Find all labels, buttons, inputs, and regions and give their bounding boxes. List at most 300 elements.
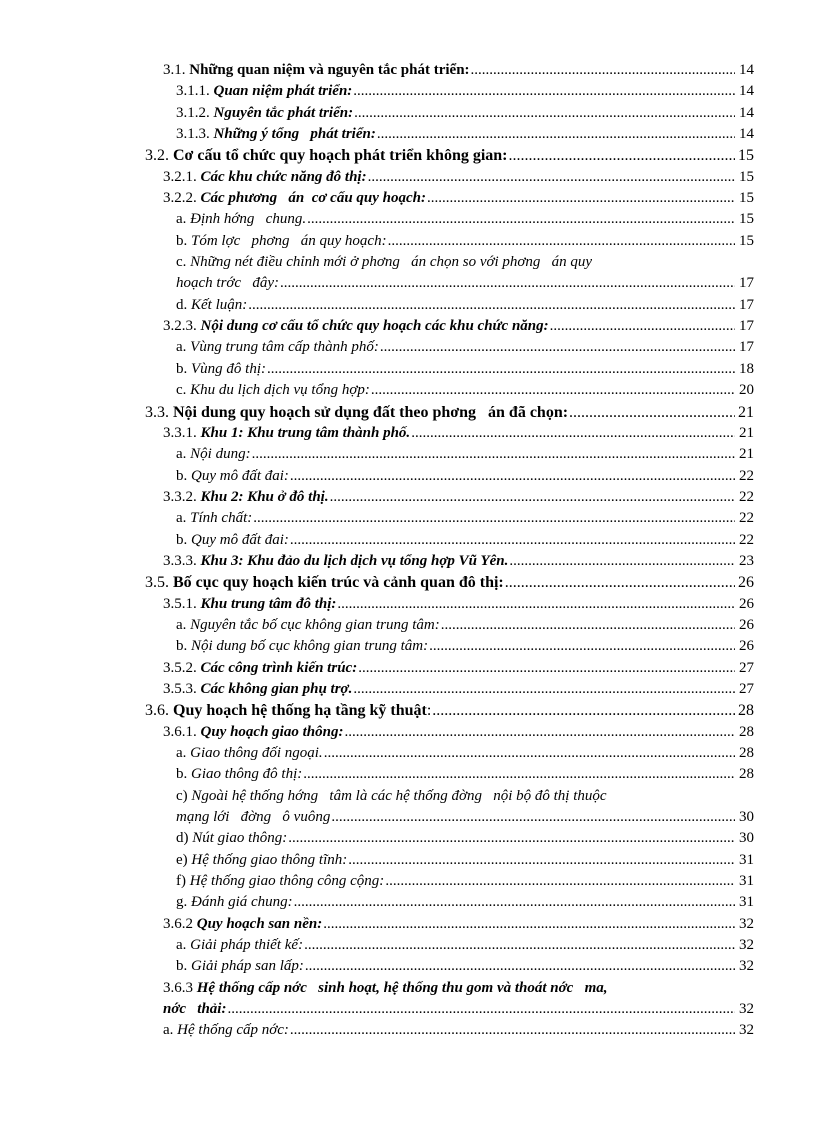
toc-entry-line — [176, 935, 754, 956]
dot-leader — [305, 956, 735, 977]
toc-entry-title-tail: : — [426, 702, 432, 720]
dot-leader — [290, 466, 735, 487]
toc-entry-title: Khu 2: Khu ở đô thị. — [200, 488, 329, 505]
toc-entry-number: 3.3. — [145, 403, 173, 421]
toc-entry-body — [176, 466, 754, 487]
toc-entry-number: b. — [176, 232, 191, 249]
toc-entry-title: Khu du lịch dịch vụ tổng hợp: — [190, 382, 370, 399]
dot-leader — [377, 124, 735, 145]
toc-entry-title: Ngoài hệ thống hớng tâm là các hệ thống đờng nội bộ đô thị thuộc — [191, 787, 607, 804]
dot-leader — [385, 871, 735, 892]
toc-entry-line — [145, 700, 754, 721]
toc-entry-line — [176, 956, 754, 977]
toc-entry[interactable] — [0, 487, 816, 508]
toc-entry-number: a. — [176, 616, 191, 633]
dot-leader — [337, 594, 735, 615]
toc-entry-title: Giải pháp san lấp: — [191, 958, 304, 975]
toc-entry-body — [163, 658, 754, 679]
dot-leader — [280, 273, 735, 294]
toc-entry-line — [163, 722, 754, 743]
toc-entry-body — [176, 124, 754, 145]
dot-leader — [441, 615, 735, 636]
toc-entry-body — [176, 892, 754, 913]
toc-entry-line — [176, 252, 754, 273]
toc-entry-body — [163, 679, 754, 700]
toc-entry-page: 22 — [739, 488, 754, 505]
toc-entry[interactable] — [0, 209, 816, 230]
toc-entry-title: Các không gian phụ trợ. — [200, 680, 353, 697]
toc-entry-page: 17 — [739, 339, 754, 356]
toc-entry-number: a. — [163, 1022, 178, 1039]
dot-leader — [429, 636, 735, 657]
toc-entry-page: 31 — [739, 851, 754, 868]
toc-entry-line — [176, 209, 754, 230]
toc-entry-page: 14 — [739, 83, 754, 100]
toc-entry-title: Quy hoạch hệ thống hạ tầng kỹ thuật — [173, 702, 427, 720]
toc-entry-body — [145, 145, 754, 166]
toc-entry-body — [163, 167, 754, 188]
toc-entry-line — [163, 487, 754, 508]
toc-entry-number: a. — [176, 745, 191, 761]
toc-entry-title: Bố cục quy hoạch kiến trúc và cảnh quan đô thị: — [173, 574, 504, 592]
toc-entry-title-continued: nớc thải: — [163, 1000, 227, 1017]
toc-entry-page: 21 — [738, 403, 754, 421]
toc-entry-line — [176, 508, 754, 529]
toc-entry[interactable] — [0, 764, 816, 785]
toc-entry-line — [176, 359, 754, 380]
toc-entry-number: 3.1.1. — [176, 83, 214, 100]
toc-entry[interactable] — [0, 743, 816, 764]
toc-entry-title: Tóm lợc phơng án quy hoạch: — [191, 232, 387, 249]
toc-entry-line — [145, 402, 754, 423]
dot-leader — [471, 60, 735, 81]
dot-leader — [348, 850, 735, 871]
toc-entry-page: 28 — [739, 766, 754, 783]
toc-entry-line — [176, 444, 754, 465]
toc-entry-line — [163, 188, 754, 209]
toc-entry-line — [176, 231, 754, 252]
toc-entry-page: 22 — [739, 467, 754, 484]
toc-entry[interactable] — [0, 679, 816, 700]
toc-entry-line — [176, 828, 754, 849]
toc-entry-title: Giao thông đối ngoại. — [190, 745, 323, 761]
toc-entry-body — [163, 487, 754, 508]
toc-entry-page: 15 — [738, 147, 754, 165]
toc-entry-number: e) — [176, 851, 192, 868]
dot-leader — [344, 722, 735, 743]
toc-entry-title: Những quan niệm và nguyên tắc phát triển: — [189, 62, 470, 78]
dot-leader — [353, 81, 735, 102]
toc-entry-line — [176, 295, 754, 316]
dot-leader — [267, 359, 735, 380]
toc-entry-line-continued — [163, 999, 754, 1020]
toc-entry[interactable] — [0, 188, 816, 209]
toc-entry-number: c) — [176, 787, 192, 804]
toc-entry-page: 14 — [739, 104, 754, 121]
toc-entry-title: Quan niệm phát triển: — [213, 83, 353, 100]
toc-entry-body — [176, 295, 754, 316]
toc-entry-line — [176, 103, 754, 124]
toc-entry[interactable] — [0, 81, 816, 102]
dot-leader — [252, 444, 735, 465]
toc-entry-page: 17 — [739, 296, 754, 313]
toc-entry-title: Cơ cấu tổ chức quy hoạch phát triển không gian: — [173, 147, 508, 165]
toc-entry-title: Hệ thống cấp nớc sinh hoạt, hệ thống thu gom và thoát nớc ma, — [196, 979, 608, 996]
toc-entry-number: 3.3.1. — [163, 424, 201, 441]
dot-leader — [550, 316, 735, 337]
toc-entry[interactable] — [0, 145, 816, 166]
toc-entry-body — [163, 722, 754, 743]
toc-entry-line — [176, 850, 754, 871]
toc-entry[interactable] — [0, 124, 816, 145]
toc-entry[interactable] — [0, 892, 816, 913]
dot-leader — [248, 295, 735, 316]
toc-entry-line — [176, 786, 754, 807]
toc-entry-page: 27 — [739, 659, 754, 676]
toc-entry-line — [176, 615, 754, 636]
dot-leader — [303, 764, 735, 785]
dot-leader — [324, 743, 735, 764]
toc-entry-line — [176, 871, 754, 892]
dot-leader — [509, 551, 735, 572]
toc-entry-page: 28 — [739, 745, 754, 761]
toc-entry[interactable] — [0, 295, 816, 316]
toc-entry-page: 27 — [739, 680, 754, 697]
toc-entry-title: Vùng đô thị: — [191, 360, 266, 377]
dot-leader — [505, 572, 735, 593]
toc-entry-title: Các công trình kiến trúc: — [200, 659, 358, 676]
toc-entry-body — [163, 978, 754, 1020]
toc-entry-title: Giải pháp thiết kế: — [190, 937, 304, 954]
toc-entry-line — [163, 594, 754, 615]
toc-entry-title: Nguyên tắc phát triển: — [213, 104, 354, 121]
toc-entry-body — [176, 508, 754, 529]
dot-leader — [323, 914, 735, 935]
toc-entry-page: 26 — [739, 616, 754, 633]
toc-entry-body — [176, 103, 754, 124]
toc-entry[interactable] — [0, 508, 816, 529]
toc-entry-line — [163, 316, 754, 337]
toc-entry-body — [176, 828, 754, 849]
toc-entry[interactable] — [0, 359, 816, 380]
dot-leader — [290, 530, 735, 551]
toc-entry-page: 31 — [739, 873, 754, 890]
toc-entry-number: 3.5.2. — [163, 659, 201, 676]
toc-entry-line — [176, 337, 754, 358]
toc-entry-body — [145, 572, 754, 593]
toc-entry[interactable] — [0, 956, 816, 977]
toc-entry-number: b. — [176, 766, 191, 783]
toc-entry[interactable] — [0, 444, 816, 465]
toc-entry-number: a. — [176, 446, 191, 463]
toc-entry-number: 3.5. — [145, 574, 173, 592]
toc-entry-line — [176, 636, 754, 657]
toc-entry[interactable] — [0, 252, 816, 295]
toc-entry-title: Nút giao thông: — [192, 830, 288, 847]
toc-entry-body — [176, 252, 754, 294]
toc-entry-title: Nội dung cơ cấu tổ chức quy hoạch các khu chức năng: — [200, 318, 549, 335]
toc-entry-number: c. — [176, 254, 191, 271]
toc-entry-number: 3.6.2 — [163, 915, 197, 932]
toc-entry-body — [163, 188, 754, 209]
toc-entry-page: 26 — [738, 574, 754, 592]
dot-leader — [388, 231, 735, 252]
toc-entry-body — [176, 956, 754, 977]
dot-leader — [253, 508, 735, 529]
toc-entry-line — [145, 572, 754, 593]
toc-entry-page: 15 — [739, 211, 754, 228]
toc-entry-body — [163, 423, 754, 444]
toc-entry-line — [176, 380, 754, 401]
toc-entry-line — [176, 124, 754, 145]
toc-entry-title: Quy mô đất đai: — [191, 467, 289, 484]
toc-entry-number: a. — [176, 339, 191, 356]
toc-entry-body — [163, 316, 754, 337]
dot-leader — [353, 679, 735, 700]
toc-entry-body — [176, 81, 754, 102]
toc-entry-title: Định hớng chung. — [190, 211, 307, 228]
dot-leader — [358, 658, 735, 679]
toc-entry-title: Khu 3: Khu đảo du lịch dịch vụ tổng hợp Vũ Yên. — [200, 552, 509, 569]
toc-entry-body — [176, 764, 754, 785]
toc-entry-title: Quy mô đất đai: — [191, 531, 289, 548]
toc-entry[interactable] — [0, 935, 816, 956]
toc-entry[interactable] — [0, 850, 816, 871]
toc-entry-title: Hệ thống giao thông tĩnh: — [191, 851, 348, 868]
toc-entry-page: 15 — [739, 168, 754, 185]
dot-leader — [288, 828, 735, 849]
toc-entry-number: a. — [176, 510, 191, 527]
toc-entry[interactable] — [0, 871, 816, 892]
toc-entry-body — [163, 914, 754, 935]
dot-leader — [371, 380, 735, 401]
toc-entry[interactable] — [0, 380, 816, 401]
toc-entry-title: Quy hoạch giao thông: — [200, 723, 344, 740]
toc-entry-page: 14 — [739, 126, 754, 143]
toc-entry-number: b. — [176, 531, 191, 548]
toc-entry-line — [163, 658, 754, 679]
toc-entry-line — [176, 764, 754, 785]
toc-entry-line — [163, 914, 754, 935]
toc-entry[interactable] — [0, 167, 816, 188]
dot-leader — [427, 188, 735, 209]
toc-entry-page: 31 — [739, 894, 754, 911]
dot-leader — [227, 999, 735, 1020]
dot-leader — [330, 487, 735, 508]
toc-entry-number: 3.2.2. — [163, 190, 201, 207]
toc-entry-line — [176, 81, 754, 102]
toc-entry[interactable] — [0, 722, 816, 743]
toc-entry-number: 3.1. — [163, 62, 190, 78]
toc-entry-title: Quy hoạch san nền: — [196, 915, 323, 932]
toc-entry-body — [176, 231, 754, 252]
toc-entry-body — [145, 402, 754, 423]
toc-entry-number: 3.6.3 — [163, 979, 197, 996]
toc-entry-line-continued — [176, 807, 754, 828]
toc-entry-page: 22 — [739, 510, 754, 527]
toc-entry-page: 30 — [739, 808, 754, 825]
toc-entry-title: Giao thông đô thị: — [191, 766, 303, 783]
toc-entry-number: b. — [176, 638, 191, 655]
toc-entry[interactable] — [0, 530, 816, 551]
toc-entry-page: 17 — [739, 275, 754, 292]
toc-entry-number: 3.1.3. — [176, 126, 214, 143]
toc-entry-body — [176, 359, 754, 380]
toc-entry-number: 3.6.1. — [163, 723, 201, 740]
toc-entry-body — [176, 935, 754, 956]
toc-entry[interactable] — [0, 60, 816, 81]
toc-entry-page: 15 — [739, 190, 754, 207]
toc-entry[interactable] — [0, 316, 816, 337]
toc-entry-page: 18 — [739, 360, 754, 377]
toc-entry-title: Đánh giá chung: — [191, 894, 293, 911]
toc-entry-body — [176, 209, 754, 230]
toc-entry-number: c. — [176, 382, 191, 399]
toc-entry-line-continued — [176, 273, 754, 294]
dot-leader — [368, 167, 735, 188]
toc-entry-number: b. — [176, 467, 191, 484]
toc-entry-page: 22 — [739, 531, 754, 548]
toc-entry-number: 3.3.3. — [163, 552, 201, 569]
toc-entry[interactable] — [0, 402, 816, 423]
toc-entry-title: Những ý tổng phát triển: — [213, 126, 376, 143]
toc-entry-page: 17 — [739, 318, 754, 335]
toc-entry-body — [163, 1020, 754, 1041]
toc-entry[interactable] — [0, 103, 816, 124]
toc-entry-body — [176, 636, 754, 657]
toc-entry-body — [176, 380, 754, 401]
toc-entry-page: 21 — [739, 446, 754, 463]
toc-entry[interactable] — [0, 423, 816, 444]
toc-entry[interactable] — [0, 551, 816, 572]
toc-entry-body — [176, 615, 754, 636]
toc-entry-number: d. — [176, 296, 191, 313]
toc-entry-line — [163, 423, 754, 444]
toc-entry[interactable] — [0, 466, 816, 487]
toc-entry-title: Nguyên tắc bố cục không gian trung tâm: — [190, 616, 440, 633]
toc-entry-number: 3.5.1. — [163, 595, 201, 612]
toc-entry[interactable] — [0, 337, 816, 358]
toc-entry-page: 23 — [739, 552, 754, 569]
toc-entry[interactable] — [0, 594, 816, 615]
toc-entry-body — [176, 871, 754, 892]
dot-leader — [294, 892, 735, 913]
dot-leader — [432, 700, 735, 721]
toc-entry-title: Khu 1: Khu trung tâm thành phố. — [200, 424, 411, 441]
dot-leader — [331, 807, 735, 828]
toc-entry[interactable] — [0, 1020, 816, 1041]
toc-entry-line — [163, 1020, 754, 1041]
toc-entry[interactable] — [0, 615, 816, 636]
toc-entry[interactable] — [0, 828, 816, 849]
toc-entry[interactable] — [0, 636, 816, 657]
toc-entry-title: Tính chất: — [190, 510, 253, 527]
toc-entry-title-continued: mạng lới đờng ô vuông — [176, 808, 331, 825]
toc-entry-page: 26 — [739, 638, 754, 655]
toc-entry-body — [163, 594, 754, 615]
table-of-contents — [0, 60, 816, 1042]
dot-leader — [380, 337, 735, 358]
toc-entry[interactable] — [0, 978, 816, 1021]
dot-leader — [290, 1020, 735, 1041]
toc-entry[interactable] — [0, 914, 816, 935]
toc-entry-body — [163, 551, 754, 572]
toc-entry-page: 32 — [739, 958, 754, 975]
toc-entry-number: 3.6. — [145, 702, 173, 720]
toc-entry-title: Kết luận: — [191, 296, 248, 313]
toc-entry-page: 21 — [739, 424, 754, 441]
toc-entry-body — [176, 743, 754, 764]
toc-entry-number: g. — [176, 894, 191, 911]
toc-entry-body — [176, 337, 754, 358]
toc-entry-line — [163, 167, 754, 188]
toc-entry-body — [176, 530, 754, 551]
toc-entry-title: Hệ thống cấp nớc: — [177, 1022, 289, 1039]
toc-entry-page: 32 — [739, 1022, 754, 1039]
toc-entry-line — [176, 466, 754, 487]
toc-entry-number: 3.1.2. — [176, 104, 214, 121]
toc-entry-number: b. — [176, 360, 191, 377]
toc-entry-body — [176, 850, 754, 871]
toc-entry-title: Vùng trung tâm cấp thành phố: — [190, 339, 379, 356]
dot-leader — [569, 402, 735, 423]
toc-entry[interactable] — [0, 700, 816, 721]
toc-entry[interactable] — [0, 658, 816, 679]
toc-entry[interactable] — [0, 572, 816, 593]
toc-entry-page: 15 — [739, 232, 754, 249]
toc-entry-body — [163, 60, 754, 81]
toc-entry-number: b. — [176, 958, 191, 975]
toc-entry-page: 28 — [738, 702, 754, 720]
toc-entry-page: 26 — [739, 595, 754, 612]
toc-entry-line — [176, 530, 754, 551]
dot-leader — [509, 145, 735, 166]
dot-leader — [354, 103, 735, 124]
toc-entry-line — [163, 679, 754, 700]
toc-entry[interactable] — [0, 231, 816, 252]
toc-entry-body — [176, 444, 754, 465]
toc-entry-page: 14 — [739, 62, 754, 78]
toc-entry-number: d) — [176, 830, 193, 847]
dot-leader — [307, 209, 735, 230]
toc-entry-line — [163, 60, 754, 81]
toc-entry-number: a. — [176, 211, 191, 228]
toc-entry-title-continued: hoạch trớc đây: — [176, 275, 279, 292]
toc-entry-title: Các phương án cơ cấu quy hoạch: — [200, 190, 427, 207]
toc-entry-page: 32 — [739, 1000, 754, 1017]
toc-entry-title: Các khu chức năng đô thị: — [200, 168, 367, 185]
toc-entry-title: Nội dung quy hoạch sử dụng đất theo phơng án đã chọn: — [173, 403, 569, 421]
toc-entry-line — [163, 978, 754, 999]
toc-entry-page: 28 — [739, 723, 754, 740]
toc-entry-line — [145, 145, 754, 166]
toc-entry-title: Nội dung: — [190, 446, 251, 463]
dot-leader — [411, 423, 735, 444]
toc-entry-title: Hệ thống giao thông công cộng: — [189, 873, 385, 890]
toc-entry-number: a. — [176, 937, 191, 954]
toc-entry-title: Những nét điều chỉnh mới ở phơng án chọn so với phơng án quy — [190, 254, 593, 271]
toc-entry-page: 20 — [739, 382, 754, 399]
toc-entry[interactable] — [0, 786, 816, 829]
toc-entry-page: 32 — [739, 915, 754, 932]
toc-entry-title: Nội dung bố cục không gian trung tâm: — [191, 638, 429, 655]
toc-entry-number: 3.2.1. — [163, 168, 201, 185]
toc-entry-number: 3.2. — [145, 147, 173, 165]
toc-entry-title: Khu trung tâm đô thị: — [200, 595, 337, 612]
toc-entry-line — [176, 743, 754, 764]
toc-entry-body — [176, 786, 754, 828]
toc-entry-number: 3.3.2. — [163, 488, 201, 505]
